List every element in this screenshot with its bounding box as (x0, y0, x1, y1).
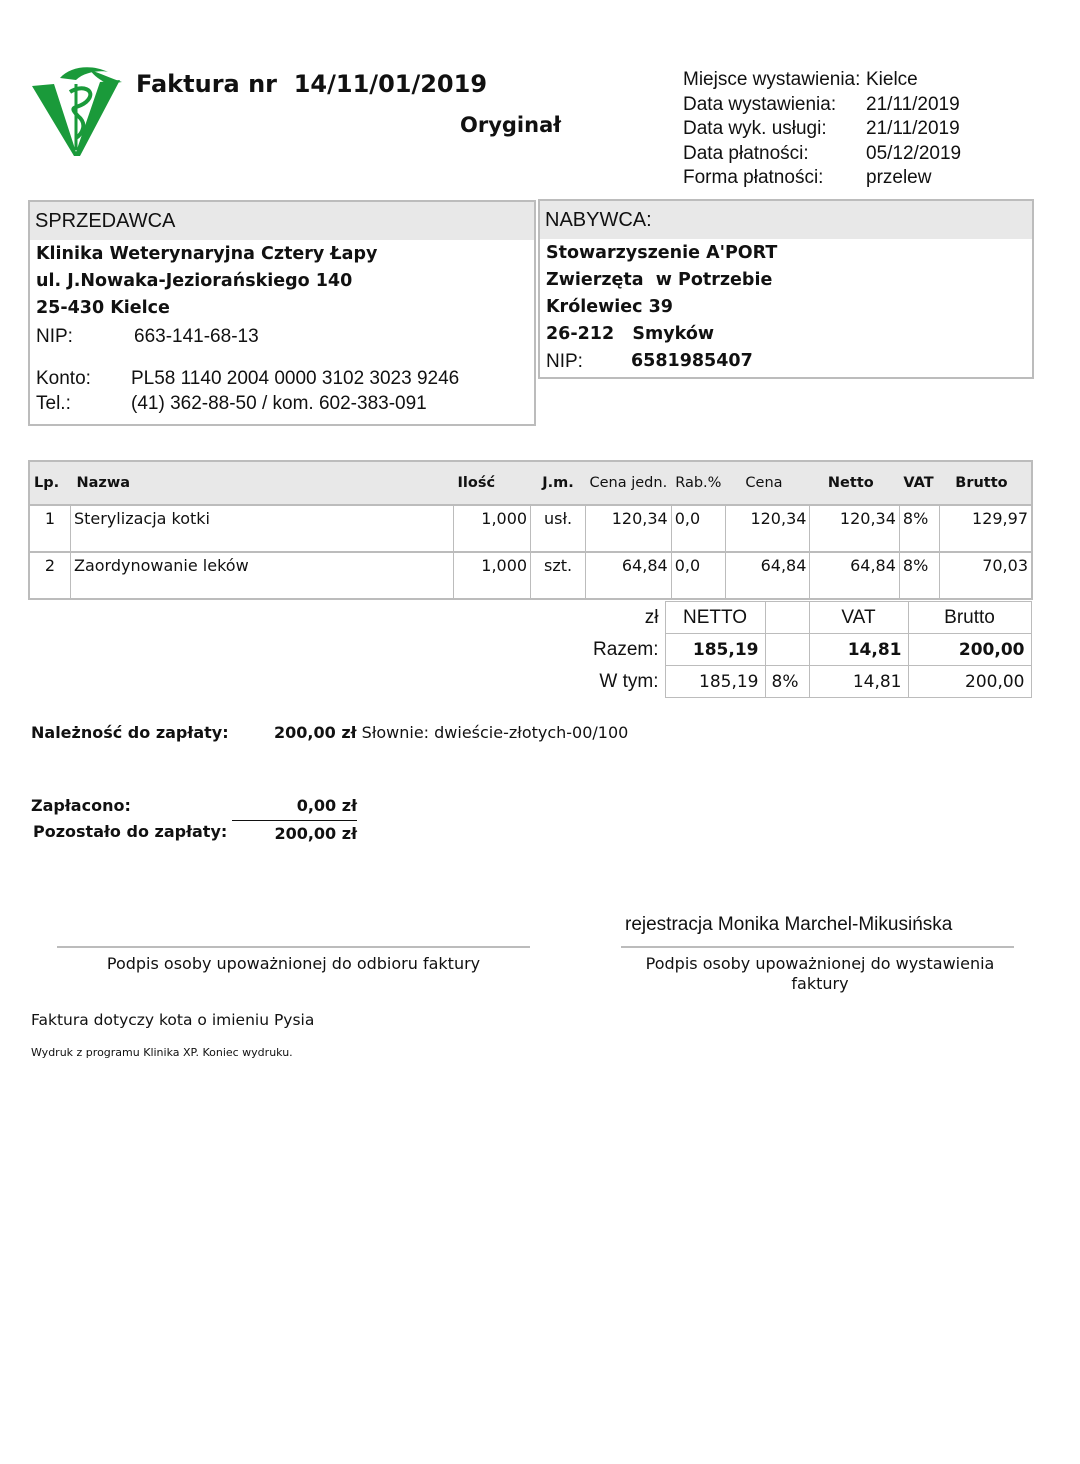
row-unit-price: 120,34 (586, 505, 672, 552)
seller-header: SPRZEDAWCA (30, 202, 534, 240)
seller-box (28, 200, 536, 426)
totals-sum-net: 185,19 (665, 634, 765, 666)
row-price: 64,84 (725, 552, 810, 599)
totals-incl-vat: 14,81 (809, 666, 908, 698)
issuer-name: rejestracja Monika Marchel-Mikusińska (625, 914, 953, 935)
invoice-title: Faktura nr 14/11/01/2019 (136, 70, 488, 98)
seller-street: ul. J.Nowaka-Jeziorańskiego 140 (36, 271, 353, 291)
row-lp: 1 (29, 505, 70, 552)
issuer-signature-caption: Podpis osoby upoważnionej do wystawienia faktury (645, 954, 995, 993)
remaining-label: Pozostało do zapłaty: (33, 822, 228, 841)
receiver-signature-caption: Podpis osoby upoważnionej do odbioru faktury (106, 954, 481, 973)
col-name: Nazwa (70, 461, 453, 505)
seller-phone: Tel.: (41) 362-88-50 / kom. 602-383-091 (36, 393, 427, 414)
buyer-street: Królewiec 39 (546, 297, 673, 317)
col-vat: VAT (899, 461, 939, 505)
row-discount: 0,0 (671, 505, 725, 552)
due-amount-line: 200,00 zł Słownie: dwieście-złotych-00/100 (274, 723, 629, 742)
totals-sum-vat: 14,81 (809, 634, 908, 666)
row-price: 120,34 (725, 505, 810, 552)
totals-table (580, 601, 1032, 698)
row-lp: 2 (29, 552, 70, 599)
totals-header-row (580, 602, 1031, 634)
row-vat: 8% (899, 505, 939, 552)
paid-amount: 0,00 zł (296, 796, 357, 815)
col-unit-price: Cena jedn. (586, 461, 672, 505)
buyer-box (538, 199, 1034, 379)
totals-incl-gross: 200,00 (908, 666, 1031, 698)
copy-label: Oryginał (460, 113, 562, 137)
col-gross: Brutto (939, 461, 1032, 505)
row-unit-price: 64,84 (586, 552, 672, 599)
row-qty: 1,000 (454, 505, 531, 552)
seller-name: Klinika Weterynaryjna Cztery Łapy (36, 244, 378, 264)
totals-h-vat: VAT (809, 602, 908, 634)
seller-city: 25-430 Kielce (36, 298, 170, 318)
buyer-name-line2: Zwierzęta w Potrzebie (546, 270, 773, 290)
col-discount: Rab.% (671, 461, 725, 505)
row-net: 64,84 (810, 552, 899, 599)
row-gross: 129,97 (939, 505, 1032, 552)
buyer-city: 26-212 Smyków (546, 324, 715, 344)
remaining-amount: 200,00 zł (274, 824, 357, 843)
issuer-signature-line (621, 946, 1014, 948)
totals-currency: zł (644, 606, 659, 628)
vet-caduceus-logo-icon (30, 64, 124, 156)
row-gross: 70,03 (939, 552, 1032, 599)
table-row (29, 505, 1032, 552)
items-table (28, 460, 1033, 600)
totals-sum-label: Razem: (593, 638, 659, 660)
items-header-row (29, 461, 1032, 505)
buyer-name: Stowarzyszenie A'PORT (546, 243, 778, 263)
totals-incl-net: 185,19 (665, 666, 765, 698)
row-discount: 0,0 (671, 552, 725, 599)
totals-sum-row (580, 634, 1031, 666)
totals-h-net: NETTO (665, 602, 765, 634)
totals-incl-row (580, 666, 1031, 698)
row-net: 120,34 (810, 505, 899, 552)
totals-incl-rate: 8% (765, 666, 809, 698)
row-name: Sterylizacja kotki (70, 505, 453, 552)
paid-underline (232, 820, 357, 821)
row-unit: szt. (531, 552, 586, 599)
table-row (29, 552, 1032, 599)
row-unit: usł. (531, 505, 586, 552)
col-unit: J.m. (531, 461, 586, 505)
totals-h-gross: Brutto (908, 602, 1031, 634)
print-footer: Wydruk z programu Klinika XP. Koniec wydruku. (31, 1046, 293, 1059)
totals-sum-gross: 200,00 (908, 634, 1031, 666)
seller-account: Konto: PL58 1140 2004 0000 3102 3023 9246 (36, 368, 460, 389)
row-name: Zaordynowanie leków (70, 552, 453, 599)
receiver-signature-line (57, 946, 530, 948)
col-net: Netto (810, 461, 899, 505)
totals-incl-label: W tym: (599, 670, 659, 692)
invoice-note: Faktura dotyczy kota o imieniu Pysia (31, 1011, 315, 1029)
row-qty: 1,000 (454, 552, 531, 599)
paid-label: Zapłacono: (31, 796, 131, 815)
due-label: Należność do zapłaty: (31, 723, 229, 742)
buyer-header: NABYWCA: (540, 201, 1032, 239)
col-price: Cena (725, 461, 810, 505)
col-qty: Ilość (454, 461, 531, 505)
seller-nip: NIP: 663-141-68-13 (36, 326, 259, 347)
row-vat: 8% (899, 552, 939, 599)
invoice-meta: Miejsce wystawienia: Kielce Data wystawienia: 21/11/2019 Data wyk. usługi: 21/11/2019 Data płatności: 05/12/2019 Forma płatności: przelew (683, 69, 962, 188)
col-lp: Lp. (29, 461, 70, 505)
buyer-nip: NIP: 6581985407 (546, 351, 753, 372)
